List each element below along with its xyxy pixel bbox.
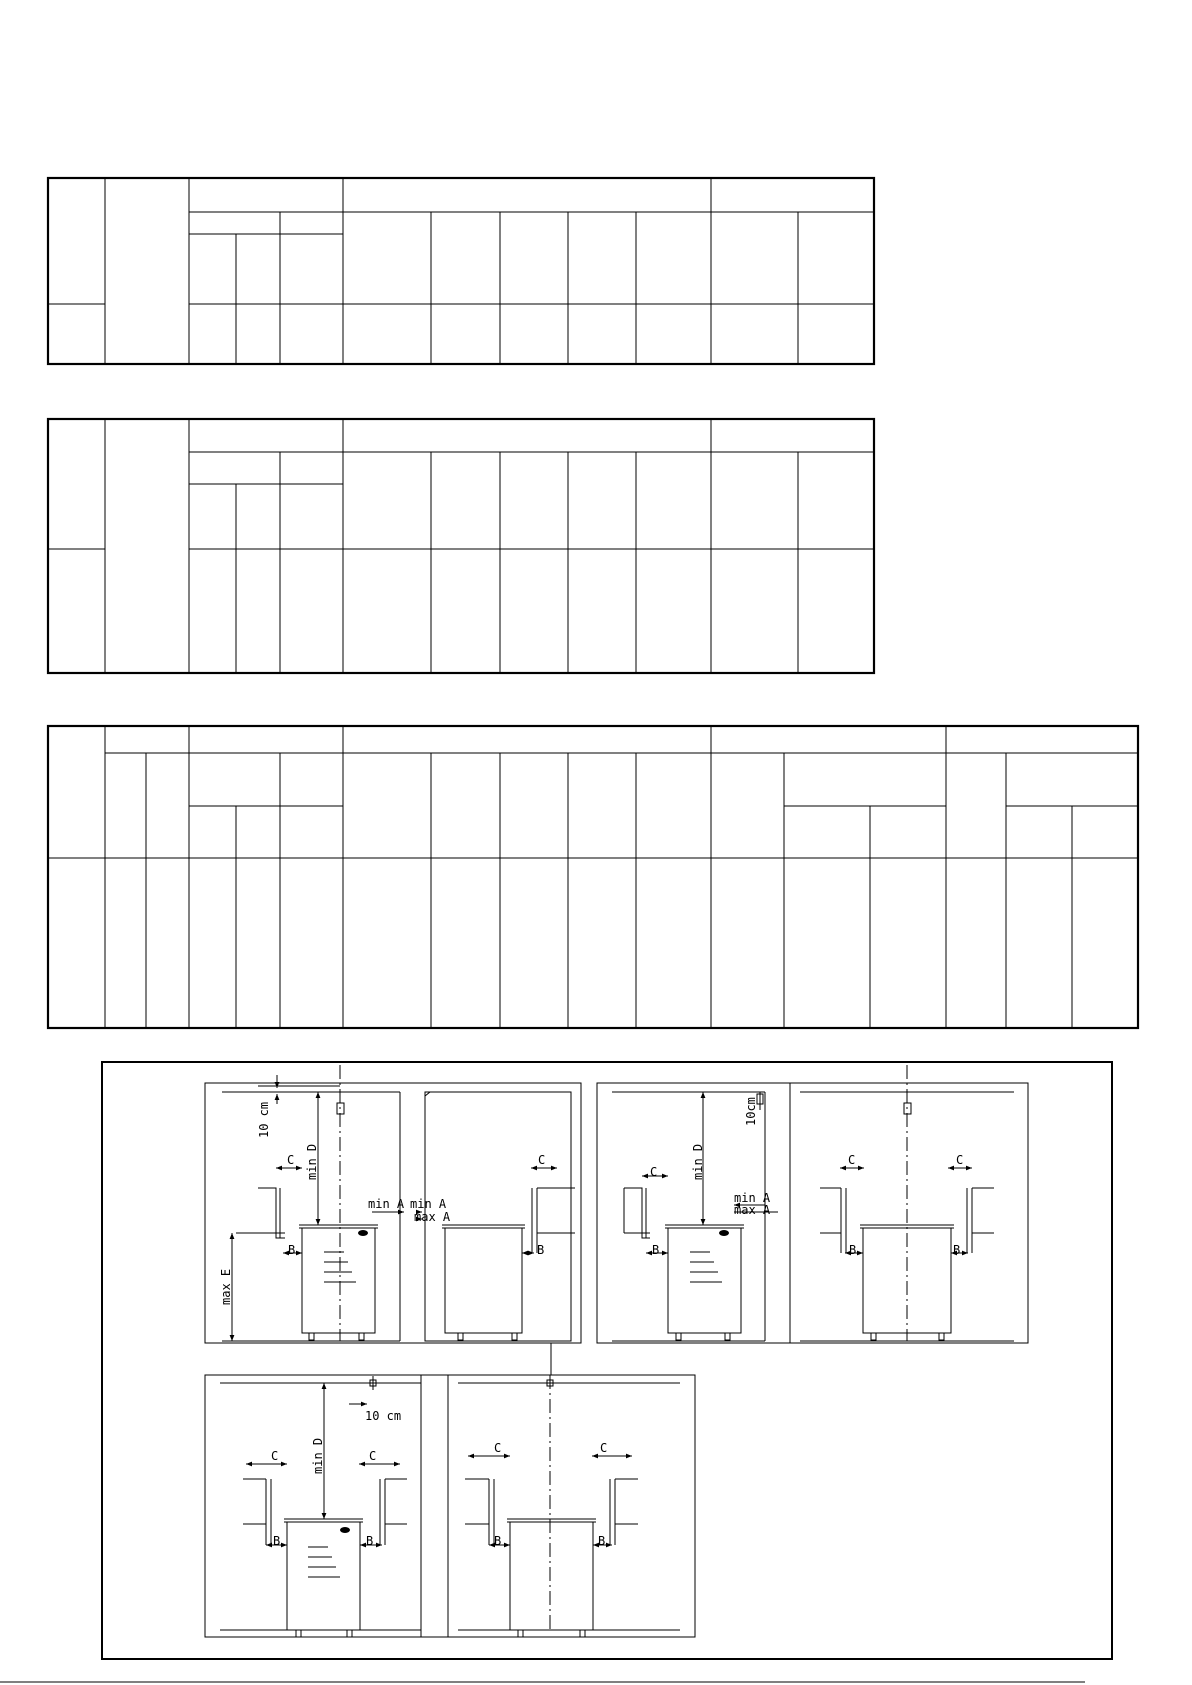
panel-a — [205, 1065, 581, 1343]
panel-c — [205, 1375, 695, 1637]
label-min-a-1: min A — [368, 1197, 405, 1211]
label-10cm-c: 10 cm — [365, 1409, 402, 1423]
installation-diagram — [102, 1062, 1112, 1659]
table-2 — [48, 419, 874, 673]
label-c-c3: C — [494, 1441, 502, 1455]
label-10cm-b: 10cm — [744, 1097, 758, 1126]
table-3 — [48, 726, 1138, 1028]
heater-front — [299, 1225, 378, 1340]
label-c-b1: C — [650, 1165, 658, 1179]
panel-b — [597, 1065, 1028, 1343]
label-max-e: max E — [219, 1268, 233, 1305]
label-c-c4: C — [600, 1441, 608, 1455]
table-1 — [48, 178, 874, 364]
label-b-c3: B — [494, 1534, 502, 1548]
label-min-d-c: min D — [311, 1437, 325, 1474]
label-c-c2: C — [369, 1449, 377, 1463]
label-10cm-a: 10 cm — [257, 1101, 271, 1138]
label-min-a-b: min A — [734, 1191, 771, 1205]
label-b-c1: B — [273, 1534, 281, 1548]
label-b-b2: B — [849, 1243, 857, 1257]
label-b-a1: B — [288, 1243, 296, 1257]
heater-side — [442, 1225, 525, 1340]
label-min-d-a: min D — [305, 1143, 319, 1180]
label-c-b2: C — [848, 1153, 856, 1167]
label-b-a2: B — [537, 1243, 545, 1257]
label-c-a2: C — [538, 1153, 546, 1167]
label-b-b1: B — [652, 1243, 660, 1257]
label-b-c2: B — [366, 1534, 374, 1548]
label-b-b3: B — [953, 1243, 961, 1257]
label-b-c4: B — [598, 1534, 606, 1548]
heater-front-c — [284, 1519, 363, 1637]
label-c-a1: C — [287, 1153, 295, 1167]
label-c-b3: C — [956, 1153, 964, 1167]
label-min-d-b: min D — [691, 1143, 705, 1180]
label-max-a-1: max A — [414, 1210, 451, 1224]
label-min-a-2: min A — [410, 1197, 447, 1211]
label-max-a-b: max A — [734, 1203, 771, 1217]
heater-front-b — [665, 1225, 744, 1340]
label-c-c1: C — [271, 1449, 279, 1463]
